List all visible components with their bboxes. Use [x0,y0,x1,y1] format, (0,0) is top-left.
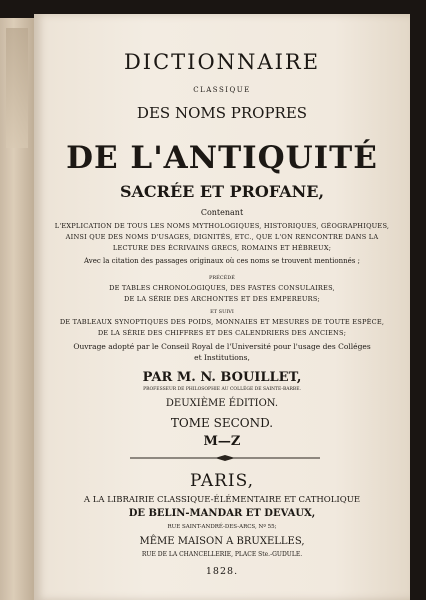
title-classique: CLASSIQUE [193,86,251,94]
author-name: PAR M. N. BOUILLET, [142,370,302,385]
title-page [34,14,410,600]
tome-label: TOME SECOND. [170,416,274,430]
contents-line-3: LECTURE DES ÉCRIVAINS GRECS, ROMAINS ET HÉBREUX; [112,244,332,252]
spine-wear [6,28,28,148]
imprint-publisher-address: RUE SAINT-ANDRÉ-DES-ARCS, Nº 55; [167,524,277,530]
imprint-publisher: DE BELIN-MANDAR ET DEVAUX, [128,508,316,519]
tables-line-3: DE TABLEAUX SYNOPTIQUES DES POIDS, MONNAIES ET MESURES DE TOUTE ESPÈCE, [59,318,385,326]
edition-label: DEUXIÈME ÉDITION. [165,398,279,409]
photo-background-top [0,0,426,14]
title-dictionnaire: DICTIONNAIRE [123,50,321,74]
ouvrage-line-2: et Institutions, [194,353,250,362]
tables-line-2: DE LA SÉRIE DES ARCHONTES ET DES EMPEREURS; [124,295,320,303]
imprint-city: PARIS, [189,471,255,491]
contents-line-1: L'EXPLICATION DE TOUS LES NOMS MYTHOLOGIQUES, HISTORIQUES, GÉOGRAPHIQUES, [54,222,390,230]
title-de-lantiquite: DE L'ANTIQUITÉ [66,140,378,176]
imprint-year: 1828. [205,566,239,577]
et-suivi-label: ET SUIVI [210,309,234,315]
imprint-brussels-address: RUE DE LA CHANCELLERIE, PLACE Ste.-GUDULE. [141,551,303,558]
photo-background-right [410,0,426,600]
precede-label: PRÉCÉDÉ [209,275,235,281]
contenant-label: Contenant [200,208,244,217]
tables-line-4: DE LA SÉRIE DES CHIFFRES ET DES CALENDRIERS DES ANCIENS; [97,329,347,337]
book-spine [0,18,35,600]
imprint-librairie: A LA LIBRAIRIE CLASSIQUE-ÉLÉMENTAIRE ET CATHOLIQUE [83,495,361,505]
ouvrage-line-1: Ouvrage adopté par le Conseil Royal de l'Université pour l'usage des Colléges [73,342,371,351]
decorative-rule [130,455,320,461]
author-title: PROFESSEUR DE PHILOSOPHIE AU COLLÉGE DE SAINTE-BARBE. [143,387,301,392]
title-sacree-profane: SACRÉE ET PROFANE, [119,182,325,201]
tables-line-1: DE TABLES CHRONOLOGIQUES, DES FASTES CONSULAIRES, [109,284,335,292]
contents-line-2: AINSI QUE DES NOMS D'USAGES, DIGNITÉS, ETC., QUE L'ON RENCONTRE DANS LA [65,233,379,241]
volume-range: M—Z [203,434,241,449]
title-des-noms-propres: DES NOMS PROPRES [136,104,308,122]
citation-line: Avec la citation des passages originaux où ces noms se trouvent mentionnés ; [84,257,360,265]
imprint-meme-maison: MÊME MAISON A BRUXELLES, [139,536,305,547]
